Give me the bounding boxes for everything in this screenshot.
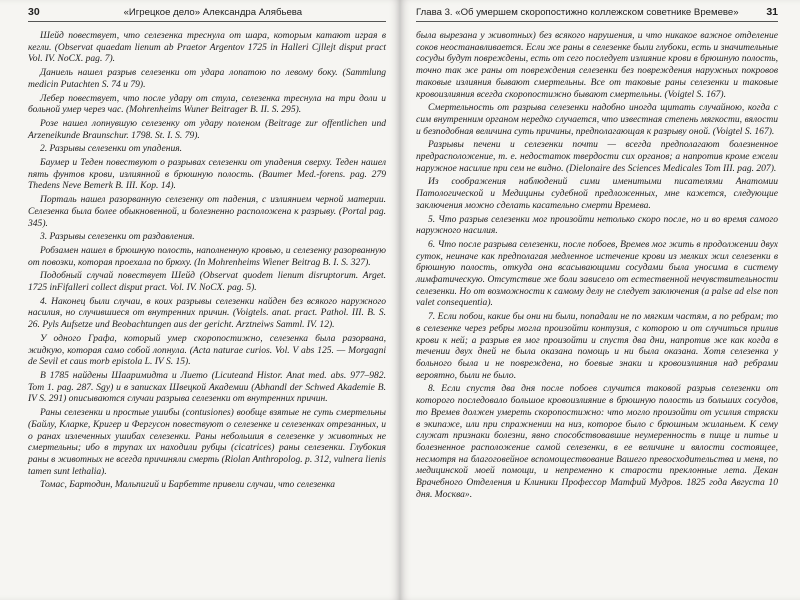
paragraph: 6. Что после разрыва селезенки, после побоев, Времев мог жить в продолжении двух суток, неиначе как предполагая медленное истечение крови из мелких жил селезенки в брюшную полость, откуда она всасывающими сосудами была уносима в систему лимфатическую. Отсутствие же боли зависело от естественной нечувствительности селезенки. Но от возможности к самому делу не следует заключения (a palse ad else non valet consequentia). [416, 238, 778, 309]
paragraph: Лебер повествует, что после удару от стула, селезенка треснула на три доли и больной умер через час. (Mohrenheims Wuner Beitrager B. II. S. 295). [28, 92, 386, 116]
paragraph: Порталь нашел разорванную селезенку от падения, с излиянием черной материи. Селезенка была более обыкновенной, и болезненно расположена к разрыву. (Portal pag. 345). [28, 194, 386, 229]
paragraph: Даниель нашел разрыв селезенки от удара лопатою по левому боку. (Sammlung medicin Putachten S. 74 и 79). [28, 67, 386, 90]
paragraph: 5. Что разрыв селезенки мог произойти нетолько скоро после, но и во время самого наружного насилия. [416, 213, 778, 237]
paragraph: Из соображения наблюдений сими именитыми писателями Анатомии Патологической и Медицины судебной предложенных, мне кажется, следующие заключения можно сделать касательно смерти Времева. [416, 176, 778, 211]
right-page-header [416, 6, 778, 22]
paragraph: В 1785 найдены Шааримидта и Лието (Licuteand Histor. Anat med. abs. 977–982. Tom 1. pag. 287. Sgy) и в записках Швецкой Академии (Abhandl der Schwed Akademie B. IV S. 291) описываются случаи разрыва селезенки от внутренних причин. [28, 369, 386, 405]
paragraph: 8. Если спустя два дня после побоев случится таковой разрыв селезенки от которого последовало большое кровоизлияние в брюшную полость из больших сосудов, то Времев должен умереть скоропостижно: что могло произойти от усилия стряски в экипаже, или при спражнении на низ, которое было с брюшным жиланьем. К сему служат признаки болезни, явно способствовавшие неумеренность в пище и питье и болезненное расположение самой селезенки, в ее величине и вялости состоящее, несмотря на благоговейное вспомоществование Вашего превосходительства и меня, по медицинской моей помощи, и непременно к старости преклонные лета. Декан Врачебного Отделения и Клиники Профессор Матфий Мудров. 1825 года Августа 10 дня. Москва». [416, 383, 778, 500]
right-page-text [416, 30, 778, 500]
left-page-text [28, 30, 386, 491]
paragraph: Смертельность от разрыва селезенки надобно иногда щитать случайною, когда с сим внутренним органом нередко случается, что известная степень мягкости, вялости и безподобная величина суть причины, предполагающая к разрыву оной. (Voigtel S. 167). [416, 102, 778, 137]
paragraph: Розе нашел лопнувшую селезенку от удару поленом (Beitrage zur offentlichen und Arzeneikunde Braunschur. 1798. St. I. S. 79). [28, 117, 386, 141]
paragraph: 7. Если побои, какие бы они ни были, попадали не по мягким частям, а по ребрам; то в селезенке через ребры могла произойти контузия, с которою и от случиться прилив крови к ней; а разрыв ея мог произойти и спустя два дни, напротив же как когда в течении двух дней не была оказана помощь и ни была оказана. Хотя селезенка у больного была и не повреждена, но боевые знаки и кровоизлияния над ребрами вероятно, были не было. [416, 311, 778, 381]
paragraph: Разрывы печени и селезенки почти — всегда предполагают болезненное предрасположение, т. е. недостаток твердости сих органов; а напротив кроме ежели наружное насилие при сем не видно. (Dielonaire des Sciences Medicales Tom III. pag. 207). [416, 139, 778, 174]
left-page-header [28, 6, 386, 22]
paragraph: 4. Наконец были случаи, в коих разрывы селезенки найден без всякого наружного насилия, но случившиеся от внутренних причин. (Voigtels. anat. pract. Pathol. III. B. S. 26. Pyls Aufsetze und Beobachtungen aus der gericht. Arztneiws Samml. IV. 12). [28, 295, 386, 331]
paragraph: У одного Графа, который умер скоропостижно, селезенка была разорвана, жидкую, которая само собой лопнула. (Acta naturae curios. Vol. V abs 125. — Morgagni de Sevil et caus morb epistola L. IV S. 15). [28, 332, 386, 368]
paragraph: Шейд повествует, что селезенка треснула от шара, которым катают играя в кегли. (Observat quaedam lienum ab Praetor Argentov 1725 in Halleri Cjllejt disput pract Vol. IV. NoCX. pag. 7). [28, 30, 386, 65]
paragraph: Томас, Бартодин, Мальпигий и Барбетте привели случаи, что селезенка [40, 479, 336, 491]
right-page [400, 0, 800, 600]
section-heading: 2. Разрывы селезенки от упадения. [40, 143, 183, 155]
paragraph: Раны селезенки и простые ушибы (contusiones) вообще взятые не суть смертельны (Байлу, Кларке, Кригер и Фергусон повествуют о селезенке и селезенках отрезанных, и о ранах излеченных ушибах селезенки. Раны небольшия в селезенке у животных не смертельны; ибо в трупах их находили рубцы (cicatrices) раны селезенки. Глубокия раны в животных не всегда причиняли смерть (Riolan Anthropolog. p. 312, vulnera lienis tamen sunt lethalia). [28, 407, 386, 477]
section-heading: 3. Разрывы селезенки от раздавления. [40, 231, 195, 243]
paragraph: Робзамен нашел в брюшную полость, наполненную кровью, и селезенку разорванную от повозки, которая проехала по брюху. (In Mohrenheims Wiener Beitrag B. I. S. 327). [28, 244, 386, 268]
page-number: 30 [28, 6, 40, 18]
page-number: 31 [766, 6, 778, 18]
paragraph: была вырезана у животных) без всякого нарушения, и что никакое важное отделение соков неостанавливается. Если же раны в селезенке были глубоки, есть и значительные сосуды будут повреждены, есть от сего последует излияние крови в брюшную полость, точно так же раны от повреждения селезенки без повреждения наружных покровов таковые излияния бывают смертельны. Все от таковые раны селезенки и таковые кровоизлияния всегда скоропостижно бывают смертельны. (Voigtel S. 167). [416, 30, 778, 100]
running-title: Глава 3. «Об умершем скоропостижно коллежском советнике Времеве» [416, 7, 739, 18]
paragraph: Подобный случай повествует Шейд (Observat quodem lienum disruptorum. Arget. 1725 inFifalleri collect disput pract. Vol. IV. NoCX. pag. 5). [28, 270, 386, 294]
running-title: «Игрецкое дело» Александра Алябьева [123, 7, 303, 18]
paragraph: Баумер и Теден повествуют о разрывах селезенки от упадения сверху. Теден нашел пять фунтов крови, излиянной в брюшную полость. (Baumer Med.-forens. pag. 279 Thedens Neve Bemerk B. III. Kop. 14). [28, 157, 386, 192]
